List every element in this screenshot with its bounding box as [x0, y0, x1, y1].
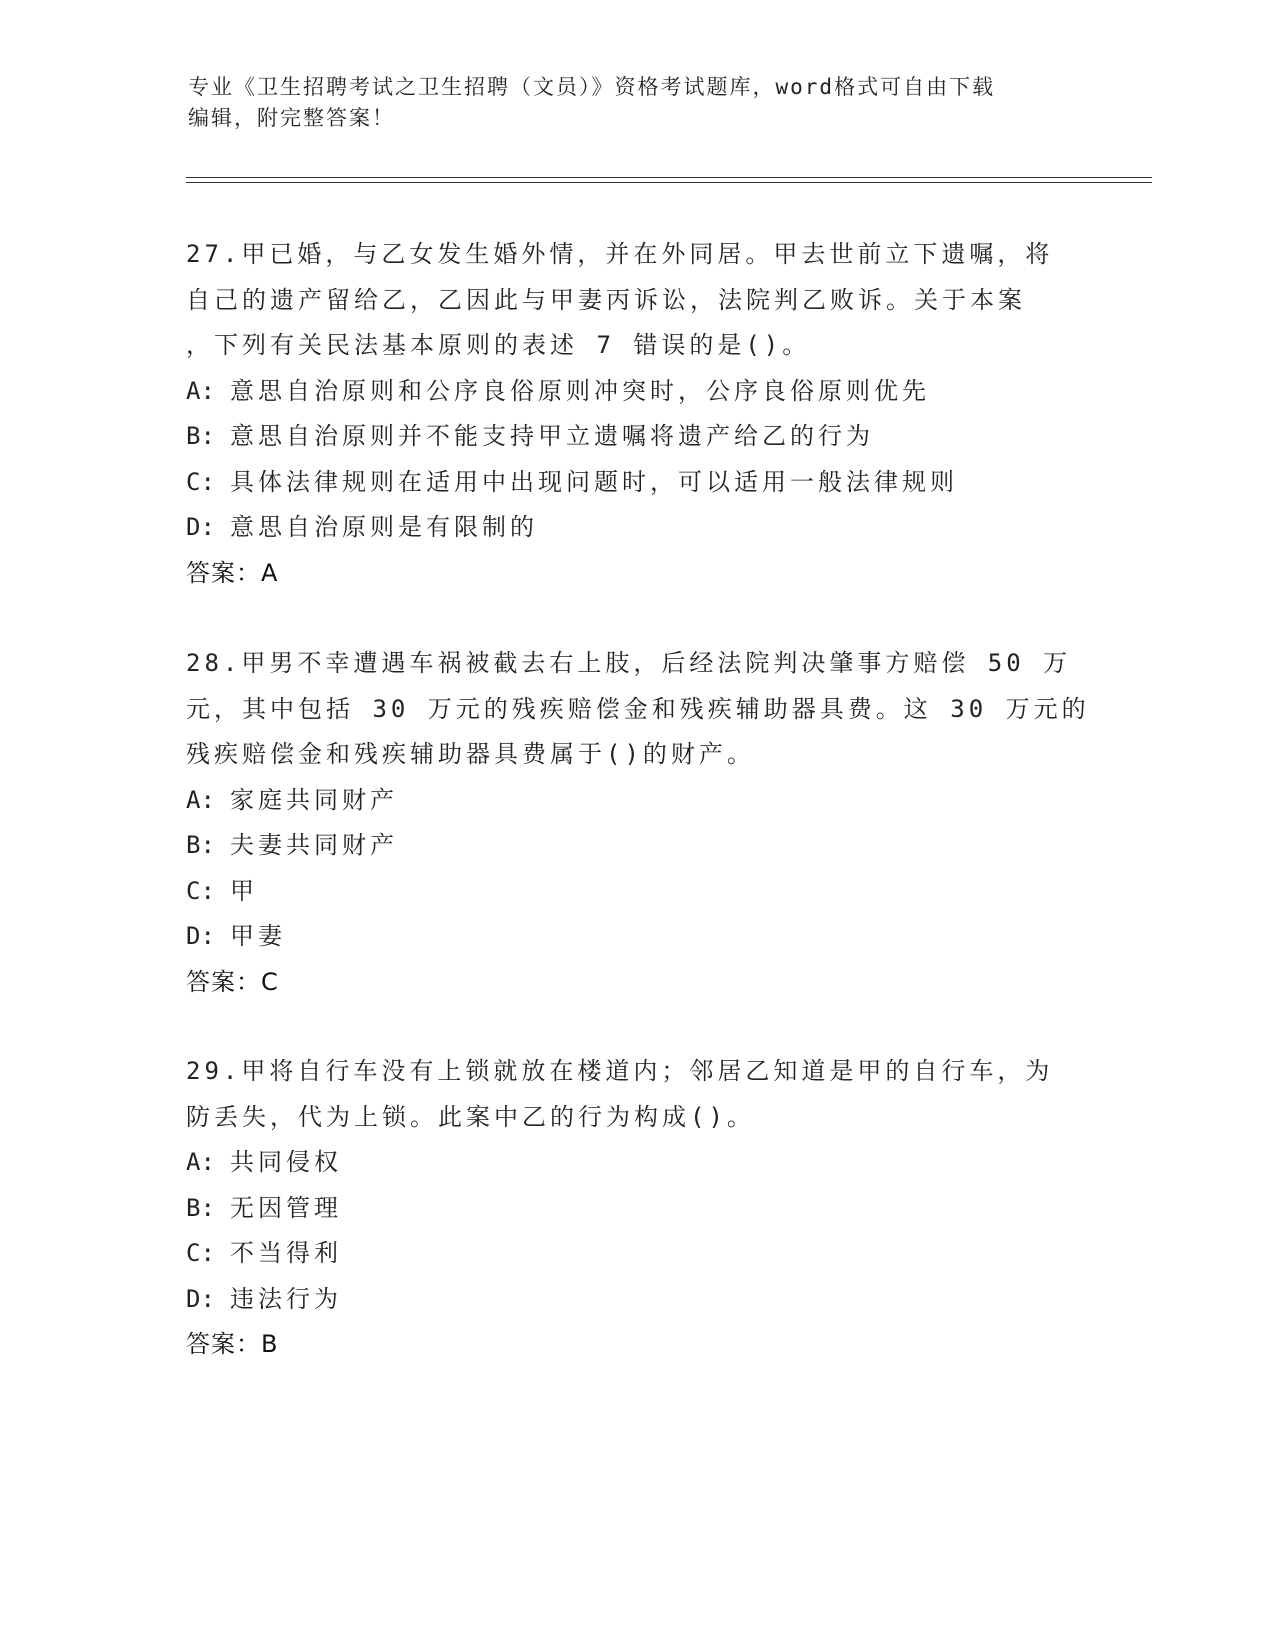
option-c — [186, 460, 1086, 506]
answer-line: 答案：C — [186, 967, 279, 996]
option-d — [186, 1277, 1086, 1323]
option-text: 意思自治原则和公序良俗原则冲突时，公序良俗原则优先 — [230, 376, 930, 405]
header-line-1: 专业《卫生招聘考试之卫生招聘（文员）》资格考试题库，word格式可自由下载 — [188, 75, 996, 99]
option-letter: C: — [186, 1239, 215, 1267]
option-b — [186, 414, 1086, 460]
option-c — [186, 869, 1086, 915]
option-text: 甲 — [230, 876, 258, 905]
option-letter: B: — [186, 831, 215, 859]
option-letter: A: — [186, 376, 215, 405]
option-text: 无因管理 — [230, 1193, 342, 1222]
option-letter: D: — [186, 1284, 215, 1313]
option-letter: C: — [186, 467, 215, 496]
option-d — [186, 914, 1086, 960]
option-text: 共同侵权 — [230, 1148, 342, 1176]
option-b — [186, 823, 1086, 869]
option-a — [186, 778, 1086, 824]
option-text: 意思自治原则是有限制的 — [230, 513, 538, 541]
answer-line: 答案：A — [186, 558, 279, 587]
question-stem-line: ，下列有关民法基本原则的表述 7 错误的是()。 — [186, 331, 811, 359]
answer-line: 答案：B — [186, 1330, 279, 1358]
header-divider-bottom — [186, 182, 1152, 183]
option-letter: A: — [186, 1148, 215, 1176]
option-d — [186, 505, 1086, 551]
option-text: 违法行为 — [230, 1284, 342, 1313]
option-a — [186, 1140, 1086, 1186]
question-stem-line: 27.甲已婚，与乙女发生婚外情，并在外同居。甲去世前立下遗嘱，将 — [186, 240, 1054, 268]
question-27 — [186, 232, 1086, 596]
header-line-2: 编辑，附完整答案！ — [188, 106, 395, 130]
option-text: 具体法律规则在适用中出现问题时，可以适用一般法律规则 — [230, 467, 958, 496]
question-29 — [186, 1049, 1086, 1368]
option-text: 夫妻共同财产 — [230, 831, 398, 859]
option-letter: C: — [186, 876, 215, 905]
header-divider-top — [186, 177, 1152, 178]
option-text: 家庭共同财产 — [230, 785, 398, 814]
question-stem-line: 元，其中包括 30 万元的残疾赔偿金和残疾辅助器具费。这 30 万元的 — [186, 694, 1090, 723]
option-text: 意思自治原则并不能支持甲立遗嘱将遗产给乙的行为 — [230, 422, 874, 450]
option-letter: D: — [186, 922, 215, 950]
option-letter: A: — [186, 785, 215, 814]
question-stem-line: 29.甲将自行车没有上锁就放在楼道内；邻居乙知道是甲的自行车，为 — [186, 1057, 1054, 1085]
option-letter: D: — [186, 513, 215, 541]
question-stem-line: 自己的遗产留给乙，乙因此与甲妻丙诉讼，法院判乙败诉。关于本案 — [186, 285, 1026, 314]
question-stem-line: 防丢失，代为上锁。此案中乙的行为构成()。 — [186, 1102, 755, 1131]
question-28 — [186, 641, 1090, 1005]
question-stem-line: 残疾赔偿金和残疾辅助器具费属于()的财产。 — [186, 740, 755, 768]
option-letter: B: — [186, 1193, 215, 1222]
option-text: 不当得利 — [230, 1239, 342, 1267]
question-stem-line: 28.甲男不幸遭遇车祸被截去右上肢，后经法院判决肇事方赔偿 50 万 — [186, 649, 1072, 677]
option-text: 甲妻 — [230, 922, 286, 950]
option-c — [186, 1231, 1086, 1277]
document-header — [188, 72, 1088, 134]
option-letter: B: — [186, 422, 215, 450]
option-a — [186, 369, 1086, 415]
option-b — [186, 1186, 1086, 1232]
